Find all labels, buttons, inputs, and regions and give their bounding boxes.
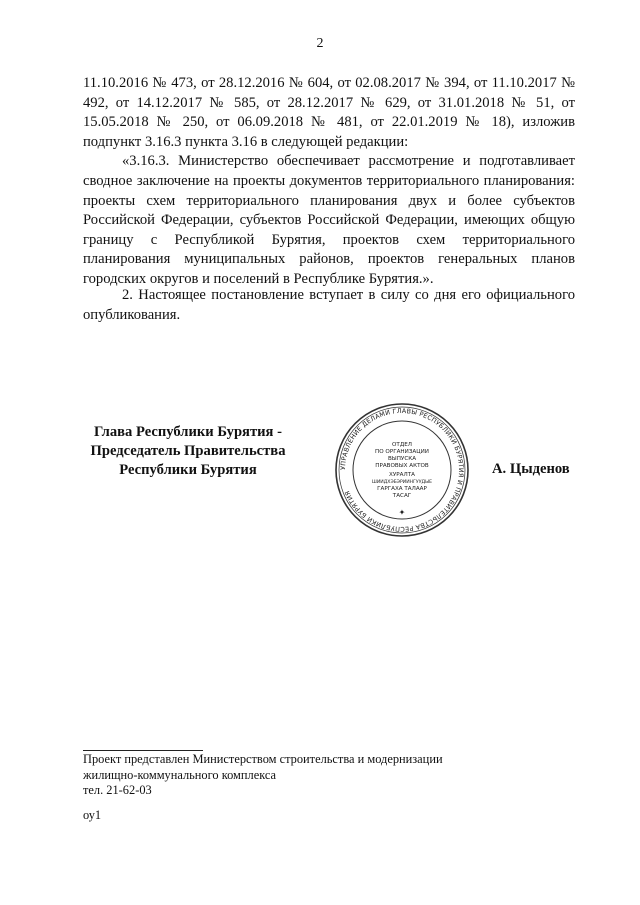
seal-inner-ring	[353, 421, 451, 519]
paragraph-quoted-clause: «3.16.3. Министерство обеспечивает рассмотрение и подготавливает сводное заключение на проекты документов территориального планирования: проекты схем территориального планирования двух и более субъектов Российской Федерации, субъектов Российской Федерации, имеющих общую границу с Республикой Бурятия, проектов схем территориального планирования муниципальных районов, проектов генеральных планов городских округов и поселений в Республике Бурятия.».	[83, 153, 575, 287]
seal-star-icon: ✦	[398, 508, 406, 517]
signatory-name: А. Цыденов	[492, 461, 570, 477]
footnote-line-3: тел. 21-62-03	[83, 783, 152, 797]
official-seal-stamp	[334, 402, 470, 538]
footnote-divider	[83, 750, 203, 751]
paragraph-item-2-block	[83, 286, 575, 325]
signatory-position	[83, 423, 293, 480]
main-text-block	[83, 74, 575, 290]
seal-line-5: ХУРАЛТА	[389, 472, 415, 478]
seal-line-3: ВЫПУСКА	[387, 456, 417, 462]
seal-line-4: ПРАВОВЫХ АКТОВ	[375, 463, 429, 469]
seal-line-6: ШИИДХЭБЭРИИНГУУДЫЕ	[371, 480, 433, 485]
seal-outer-text: УПРАВЛЕНИЕ ДЕЛАМИ ГЛАВЫ РЕСПУБЛИКИ БУРЯТИЯ И ПРАВИТЕЛЬСТВА РЕСПУБЛИКИ БУРЯТИЯ	[338, 406, 466, 534]
seal-line-1: ОТДЕЛ	[392, 442, 412, 448]
seal-line-8: ТАСАГ	[392, 493, 412, 499]
footnote-line-2: жилищно-коммунального комплекса	[83, 767, 277, 782]
position-line-2: Председатель Правительства	[90, 443, 286, 459]
position-line-3: Республики Бурятия	[119, 462, 257, 478]
document-code: оу1	[83, 808, 102, 822]
paragraph-item-2: 2. Настоящее постановление вступает в силу со дня его официального опубликования.	[83, 287, 575, 323]
paragraph-continuation: 11.10.2016 № 473, от 28.12.2016 № 604, от 02.08.2017 № 394, от 11.10.2017 № 492, от 14.12.2017 № 585, от 28.12.2017 № 629, от 31.01.2018 № 51, от 15.05.2018 № 250, от 06.09.2018 № 481, от 22.01.2019 № 18), изложив подпункт 3.16.3 пункта 3.16 в следующей редакции:	[83, 75, 575, 150]
footnote-line-1: Проект представлен Министерством строительства и модернизации	[83, 752, 443, 766]
footnote	[83, 752, 443, 799]
page-number: 2	[316, 36, 324, 51]
position-line-1: Глава Республики Бурятия -	[94, 424, 282, 440]
seal-line-2: ПО ОРГАНИЗАЦИИ	[375, 449, 429, 455]
seal-line-7: ГАРГАХА ТАЛААР	[377, 486, 427, 492]
